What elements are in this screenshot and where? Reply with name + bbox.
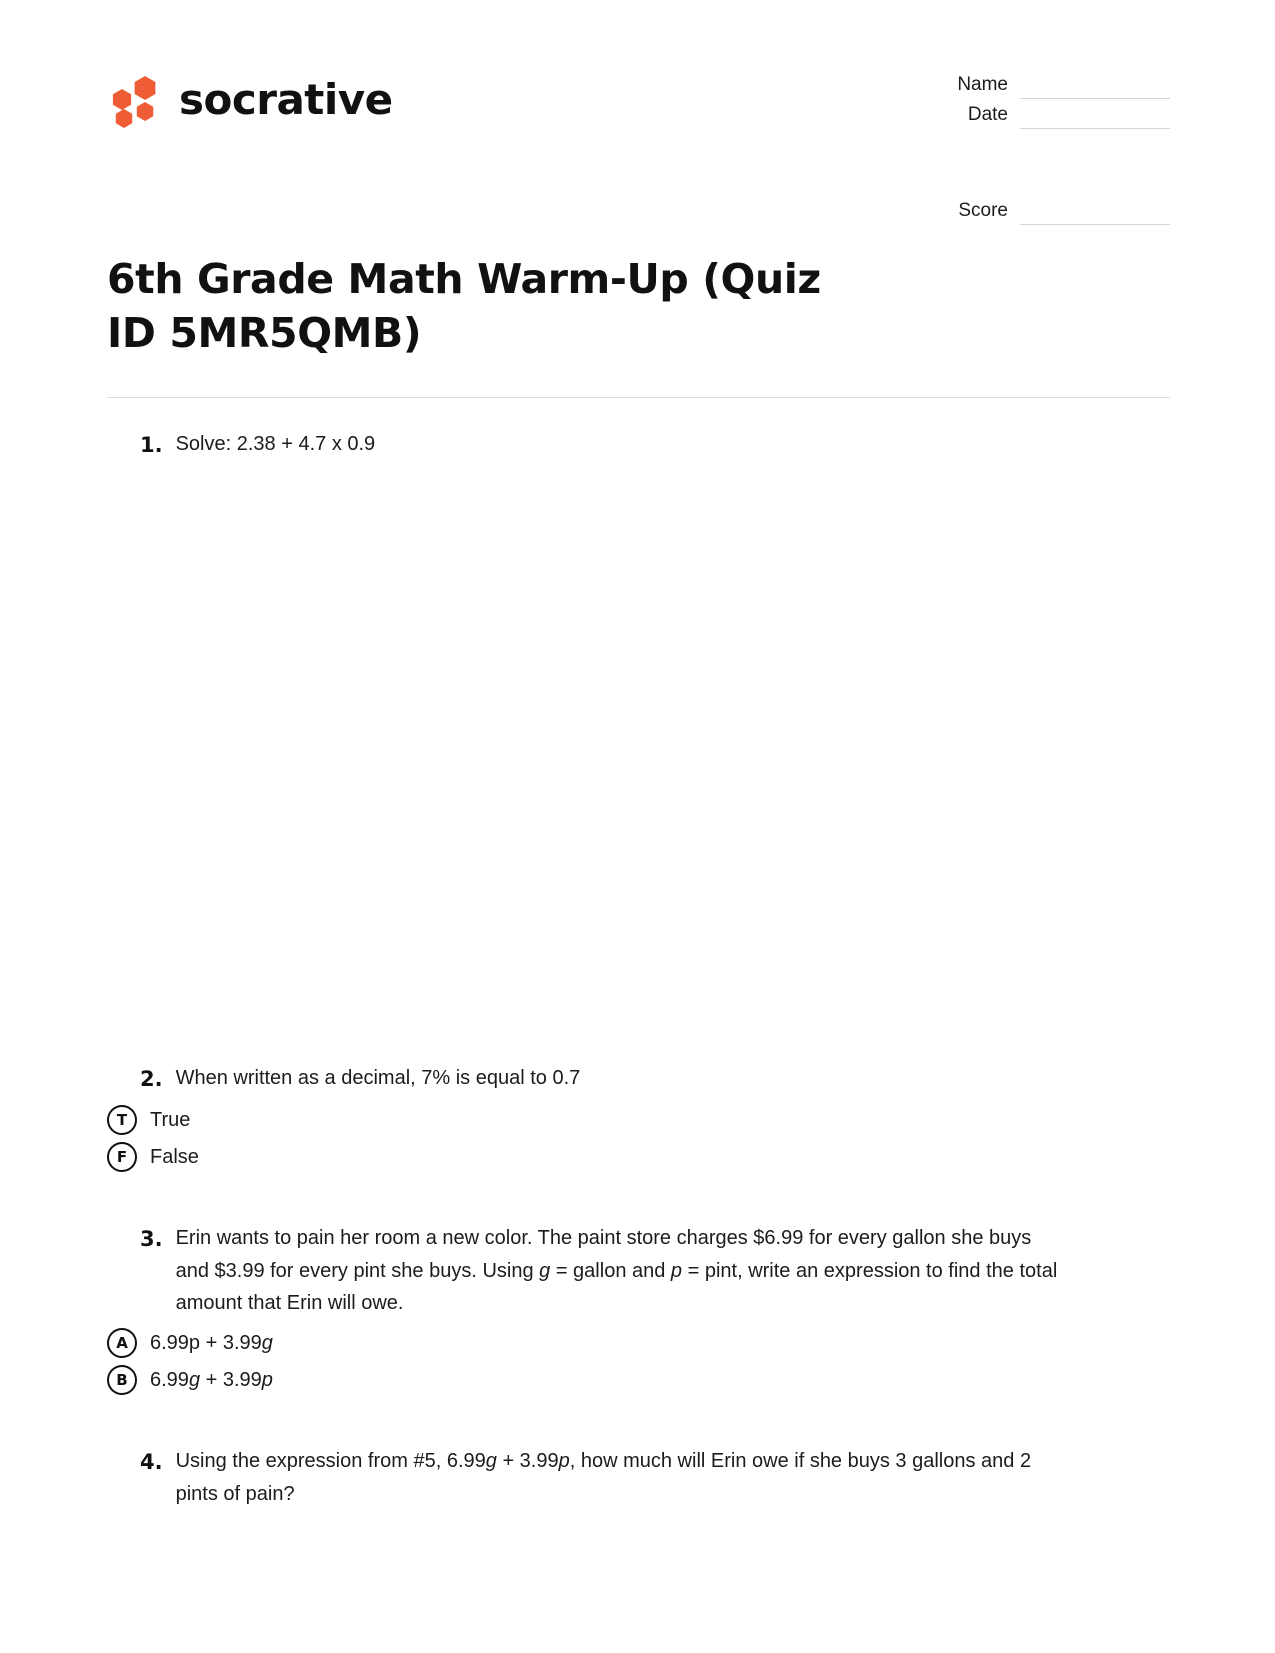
italic-variable: g: [539, 1259, 551, 1282]
page-header: [0, 0, 1275, 230]
question-number: 1.: [140, 433, 163, 458]
question-text: Solve: 2.38 + 4.7 x 0.9: [175, 433, 376, 456]
italic-variable: p: [558, 1450, 570, 1473]
socrative-hexagon-logo-icon: [107, 72, 163, 128]
answer-bubble-A[interactable]: A: [107, 1328, 137, 1358]
text-run: 6.99: [150, 1369, 189, 1392]
header-divider: [107, 397, 1170, 398]
question-text: [176, 1222, 1064, 1319]
header-spacer: [938, 134, 1170, 200]
question-header: [107, 1222, 1170, 1319]
questions-list: [0, 428, 1275, 1510]
answer-options: [107, 1105, 1170, 1172]
student-info-fields: [938, 60, 1170, 230]
answer-label-B: [150, 1365, 273, 1395]
question-3: [107, 1222, 1170, 1395]
page-title: 6th Grade Math Warm-Up (Quiz ID 5MR5QMB): [107, 255, 821, 358]
question-number: 4.: [140, 1450, 163, 1475]
name-field-label: Name: [957, 74, 1008, 95]
answer-options: [107, 1328, 1170, 1395]
italic-variable: p: [670, 1259, 683, 1282]
question-2: [107, 1062, 1170, 1172]
answer-work-space[interactable]: [107, 462, 1170, 762]
answer-option-T[interactable]: [107, 1105, 1170, 1135]
question-text: [176, 1445, 1064, 1510]
date-field-label: Date: [967, 104, 1008, 125]
answer-label-T: True: [150, 1109, 191, 1132]
question-header: [107, 428, 1170, 462]
text-run: Erin wants to pain her room a new color. The paint store charges $6.99 for every gallon she buys and $3.99 for every pint she buys. Using: [175, 1227, 1032, 1282]
question-text: When written as a decimal, 7% is equal to 0.7: [175, 1067, 581, 1090]
answer-option-B[interactable]: [107, 1365, 1170, 1395]
date-field-input[interactable]: [1020, 128, 1170, 129]
question-header: [107, 1445, 1170, 1510]
title-block: [0, 252, 1275, 360]
text-run: = pint, write an expression to find the total amount that Erin will owe.: [175, 1259, 1058, 1315]
italic-variable: g: [188, 1369, 201, 1392]
question-4: [107, 1445, 1170, 1510]
answer-bubble-B[interactable]: B: [107, 1365, 137, 1395]
answer-option-F[interactable]: [107, 1142, 1170, 1172]
question-number: 3.: [140, 1227, 163, 1252]
italic-variable: g: [261, 1332, 273, 1355]
question-number: 2.: [140, 1067, 163, 1092]
name-field-row: [938, 74, 1170, 104]
question-header: [107, 1062, 1170, 1096]
score-field-input[interactable]: [1020, 224, 1170, 225]
italic-variable: g: [485, 1450, 497, 1473]
brand-name: socrative: [179, 75, 393, 124]
answer-option-A[interactable]: [107, 1328, 1170, 1358]
italic-variable: p: [261, 1369, 273, 1392]
question-1: [107, 428, 1170, 762]
text-run: + 3.99: [496, 1450, 559, 1473]
text-run: + 3.99: [200, 1369, 262, 1392]
score-field-label: Score: [958, 200, 1008, 221]
name-field-input[interactable]: [1020, 98, 1170, 99]
score-field-row: [938, 200, 1170, 230]
text-run: 6.99p + 3.99: [150, 1332, 262, 1355]
answer-label-A: [150, 1328, 273, 1358]
answer-label-F: False: [150, 1146, 199, 1169]
answer-bubble-F[interactable]: F: [107, 1142, 137, 1172]
text-run: , how much will Erin owe if she buys 3 gallons and 2 pints of pain?: [175, 1450, 1032, 1505]
answer-bubble-T[interactable]: T: [107, 1105, 137, 1135]
text-run: Using the expression from #5, 6.99: [175, 1450, 486, 1473]
text-run: = gallon and: [550, 1259, 671, 1282]
socrative-logo: [107, 60, 393, 128]
date-field-row: [938, 104, 1170, 134]
